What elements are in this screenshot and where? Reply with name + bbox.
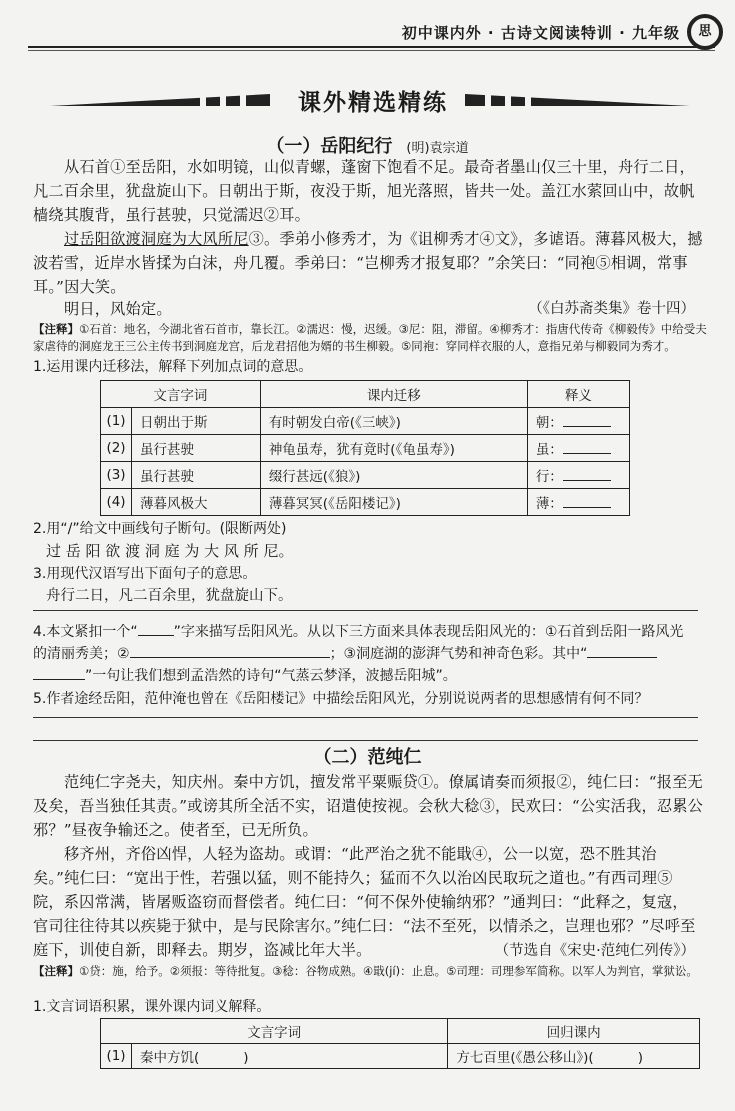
note-label: 【注释】 [33, 964, 79, 978]
row-meaning-label: 虽： [535, 442, 563, 458]
series-title: 初中课内外 · 古诗文阅读特训 · 九年级 [401, 24, 680, 42]
row-word-close: ) [243, 1050, 249, 1066]
table-row [101, 435, 630, 462]
row-meaning-cell[interactable] [527, 435, 629, 462]
row-word: 虽行甚驶 [132, 435, 261, 462]
answer-blank[interactable] [130, 643, 330, 658]
section-2-title: （二）范纯仁 [313, 747, 422, 768]
section-1-author: (明)袁宗道 [406, 141, 469, 156]
row-number: (1) [101, 1044, 132, 1069]
question-2-stem: 2.用“/”给文中画线句子断句。(限断两处) [33, 521, 287, 537]
table-row [101, 489, 630, 516]
row-number: (1) [101, 408, 132, 435]
passage-1-paragraph-1: 从石首①至岳阳，水如明镜，山似青螺，蓬窗下饱看不足。最奇者墨山仅三十里，舟行二日，凡二百余里，犹盘旋山下。日朝出于斯，夜没于斯，旭光落照，皆共一处。盖江水萦回山中，故帆樯绕其腹背，虽行甚驶，只觉濡迟②耳。 [33, 158, 695, 224]
row-meaning-label: 朝： [535, 415, 563, 431]
question-3-stem: 3.用现代汉语写出下面句子的意思。 [33, 566, 257, 582]
row-number: (4) [101, 489, 132, 516]
vocab-transfer-table [100, 380, 630, 516]
header-meaning: 释义 [527, 381, 629, 408]
question-5-stem: 5.作者途经岳阳，范仲淹也曾在《岳阳楼记》中描绘岳阳风光，分别说说两者的思想感情有何不同？ [33, 691, 649, 707]
running-header [0, 0, 735, 58]
row-word: 日朝出于斯 [132, 408, 261, 435]
underlined-sentence: 过岳阳欲渡洞庭为大风所尼 [64, 230, 249, 248]
passage-1-source: （《白苏斋类集》卷十四） [528, 301, 695, 317]
row-meaning-label: 行： [535, 469, 563, 485]
header-rule [28, 46, 715, 48]
header-rule-thin [28, 50, 715, 51]
answer-blank[interactable] [138, 621, 174, 636]
row-word-cell[interactable] [132, 1044, 448, 1069]
passage-1-paragraph-2 [33, 227, 703, 299]
table-header-row [101, 381, 630, 408]
row-inclass-close: ) [637, 1050, 643, 1066]
paragraph-2-rest: ③。季弟小修秀才，为《诅柳秀才④文》，多谑语。薄暮风极大，撼波若雪，近岸水皆揉为白沫，舟几覆。季弟曰：“岂柳秀才报复耶？”余笑曰：“同袍⑤相调，常事耳。”因大笑。 [33, 230, 703, 296]
note-text: ①贷：施，给予。②须报：等待批复。③稔：谷物成熟。④戢(jí)：止息。⑤司理：司理参军简称。以军人为判官，掌狱讼。 [79, 964, 698, 978]
row-inclass-cell[interactable] [448, 1044, 700, 1069]
q4-text-1b: ”字来描写岳阳风光。从以下三方面来具体表现岳阳风光的：①石首到岳阳一路风光 [173, 624, 684, 640]
table-header-row [101, 1019, 700, 1044]
publisher-logo-icon: 思 [687, 14, 723, 50]
q4-text-2b: ；③洞庭湖的澎湃气势和神奇色彩。其中“ [329, 646, 588, 662]
passage-2-notes [33, 963, 708, 980]
question-6-stem: 1.文言词语积累，课外课内词义解释。 [33, 999, 271, 1015]
row-word: 薄暮风极大 [132, 489, 261, 516]
answer-blank[interactable] [563, 493, 611, 508]
answer-blank[interactable] [563, 466, 611, 481]
header-transfer: 课内迁移 [260, 381, 527, 408]
header-inclass: 回归课内 [448, 1019, 700, 1044]
row-word: 秦中方饥( [140, 1050, 200, 1066]
q4-text-2a: 的清丽秀美；② [33, 646, 130, 662]
passage-1-paragraph-3: 明日，风始定。 [64, 300, 172, 318]
row-inclass: 方七百里(《愚公移山》)( [456, 1050, 594, 1066]
vocab-inclass-table [100, 1018, 700, 1069]
note-label: 【注释】 [33, 322, 79, 336]
note-text: ①石首：地名，今湖北省石首市，靠长江。②濡迟：慢，迟缓。③尼：阻，滞留。④柳秀才：指唐代传奇《柳毅传》中给受夫家虐待的洞庭龙王三公主传书到洞庭龙宫，后龙君招他为婿的书生柳毅。⑤同袍：穿同样衣服的人，意指兄弟与柳毅同为秀才。 [33, 322, 707, 353]
banner-title: 课外精选精练 [298, 90, 448, 116]
answer-blank[interactable] [563, 439, 611, 454]
answer-line[interactable] [33, 717, 698, 718]
question-2-sentence: 过 岳 阳 欲 渡 洞 庭 为 大 风 所 尼。 [46, 542, 294, 560]
q4-text-1a: 4.本文紧扣一个“ [33, 624, 138, 640]
table-row [101, 408, 630, 435]
answer-blank[interactable] [563, 412, 611, 427]
row-meaning-label: 薄： [535, 496, 563, 512]
question-3-sentence: 舟行二日，凡二百余里，犹盘旋山下。 [46, 588, 293, 604]
header-word: 文言字词 [101, 381, 261, 408]
question-4-line-2 [33, 643, 708, 665]
question-4-line-1 [33, 621, 708, 643]
row-number: (2) [101, 435, 132, 462]
question-4-line-3 [33, 665, 708, 687]
section-1-heading: （一）岳阳纪行 [266, 136, 393, 157]
row-number: (3) [101, 462, 132, 489]
row-meaning-cell[interactable] [527, 408, 629, 435]
header-word: 文言字词 [101, 1019, 448, 1044]
row-transfer: 缀行甚远(《狼》) [260, 462, 527, 489]
answer-line[interactable] [33, 740, 698, 741]
answer-line[interactable] [33, 610, 698, 611]
banner-right-ornament-icon [465, 94, 690, 106]
passage-2-source: （节选自《宋史·范纯仁列传》） [494, 943, 695, 959]
q4-text-3: ”一句让我们想到孟浩然的诗句“气蒸云梦泽，波撼岳阳城”。 [85, 668, 457, 684]
row-word: 虽行甚驶 [132, 462, 261, 489]
row-transfer: 薄暮冥冥(《岳阳楼记》) [260, 489, 527, 516]
section-banner [50, 80, 690, 120]
row-transfer: 有时朝发白帝(《三峡》) [260, 408, 527, 435]
table-row [101, 1044, 700, 1069]
banner-left-ornament-icon [50, 94, 270, 106]
passage-2-paragraph-2: 移齐州，齐俗凶悍，人轻为盗劫。或谓：“此严治之犹不能戢④，公一以宽，恐不胜其治矣。”纯仁曰：“宽出于性，若强以猛，则不能持久；猛而不久以治凶民取玩之道也。”有西司理⑤院，系囚常满，皆屠贩盗窃而督偿者。纯仁曰：“何不保外使输纳邪？”通判曰：“此释之，复寇，官司往往待其以疾毙于狱中，是与民除害尔。”纯仁曰：“法不至死，以情杀之，岂理也邪？”尽呼至庭下，训使自新，即释去。期岁，盗减比年大半。 [33, 845, 696, 959]
row-transfer: 神龟虽寿，犹有竟时(《龟虽寿》) [260, 435, 527, 462]
row-meaning-cell[interactable] [527, 462, 629, 489]
answer-blank[interactable] [33, 665, 85, 680]
question-1-stem: 1.运用课内迁移法，解释下列加点词的意思。 [33, 359, 313, 375]
row-meaning-cell[interactable] [527, 489, 629, 516]
answer-blank[interactable] [587, 643, 657, 658]
passage-1-notes [33, 321, 708, 355]
passage-2-paragraph-1: 范纯仁字尧夫，知庆州。秦中方饥，擅发常平粟赈贷①。僚属请奏而须报②，纯仁曰：“报至无及矣，吾当独任其责。”或谤其所全活不实，诏遣使按视。会秋大稔③，民欢曰：“公实活我，忍累公邪？”昼夜争输还之。使者至，已无所负。 [33, 773, 703, 839]
table-row [101, 462, 630, 489]
